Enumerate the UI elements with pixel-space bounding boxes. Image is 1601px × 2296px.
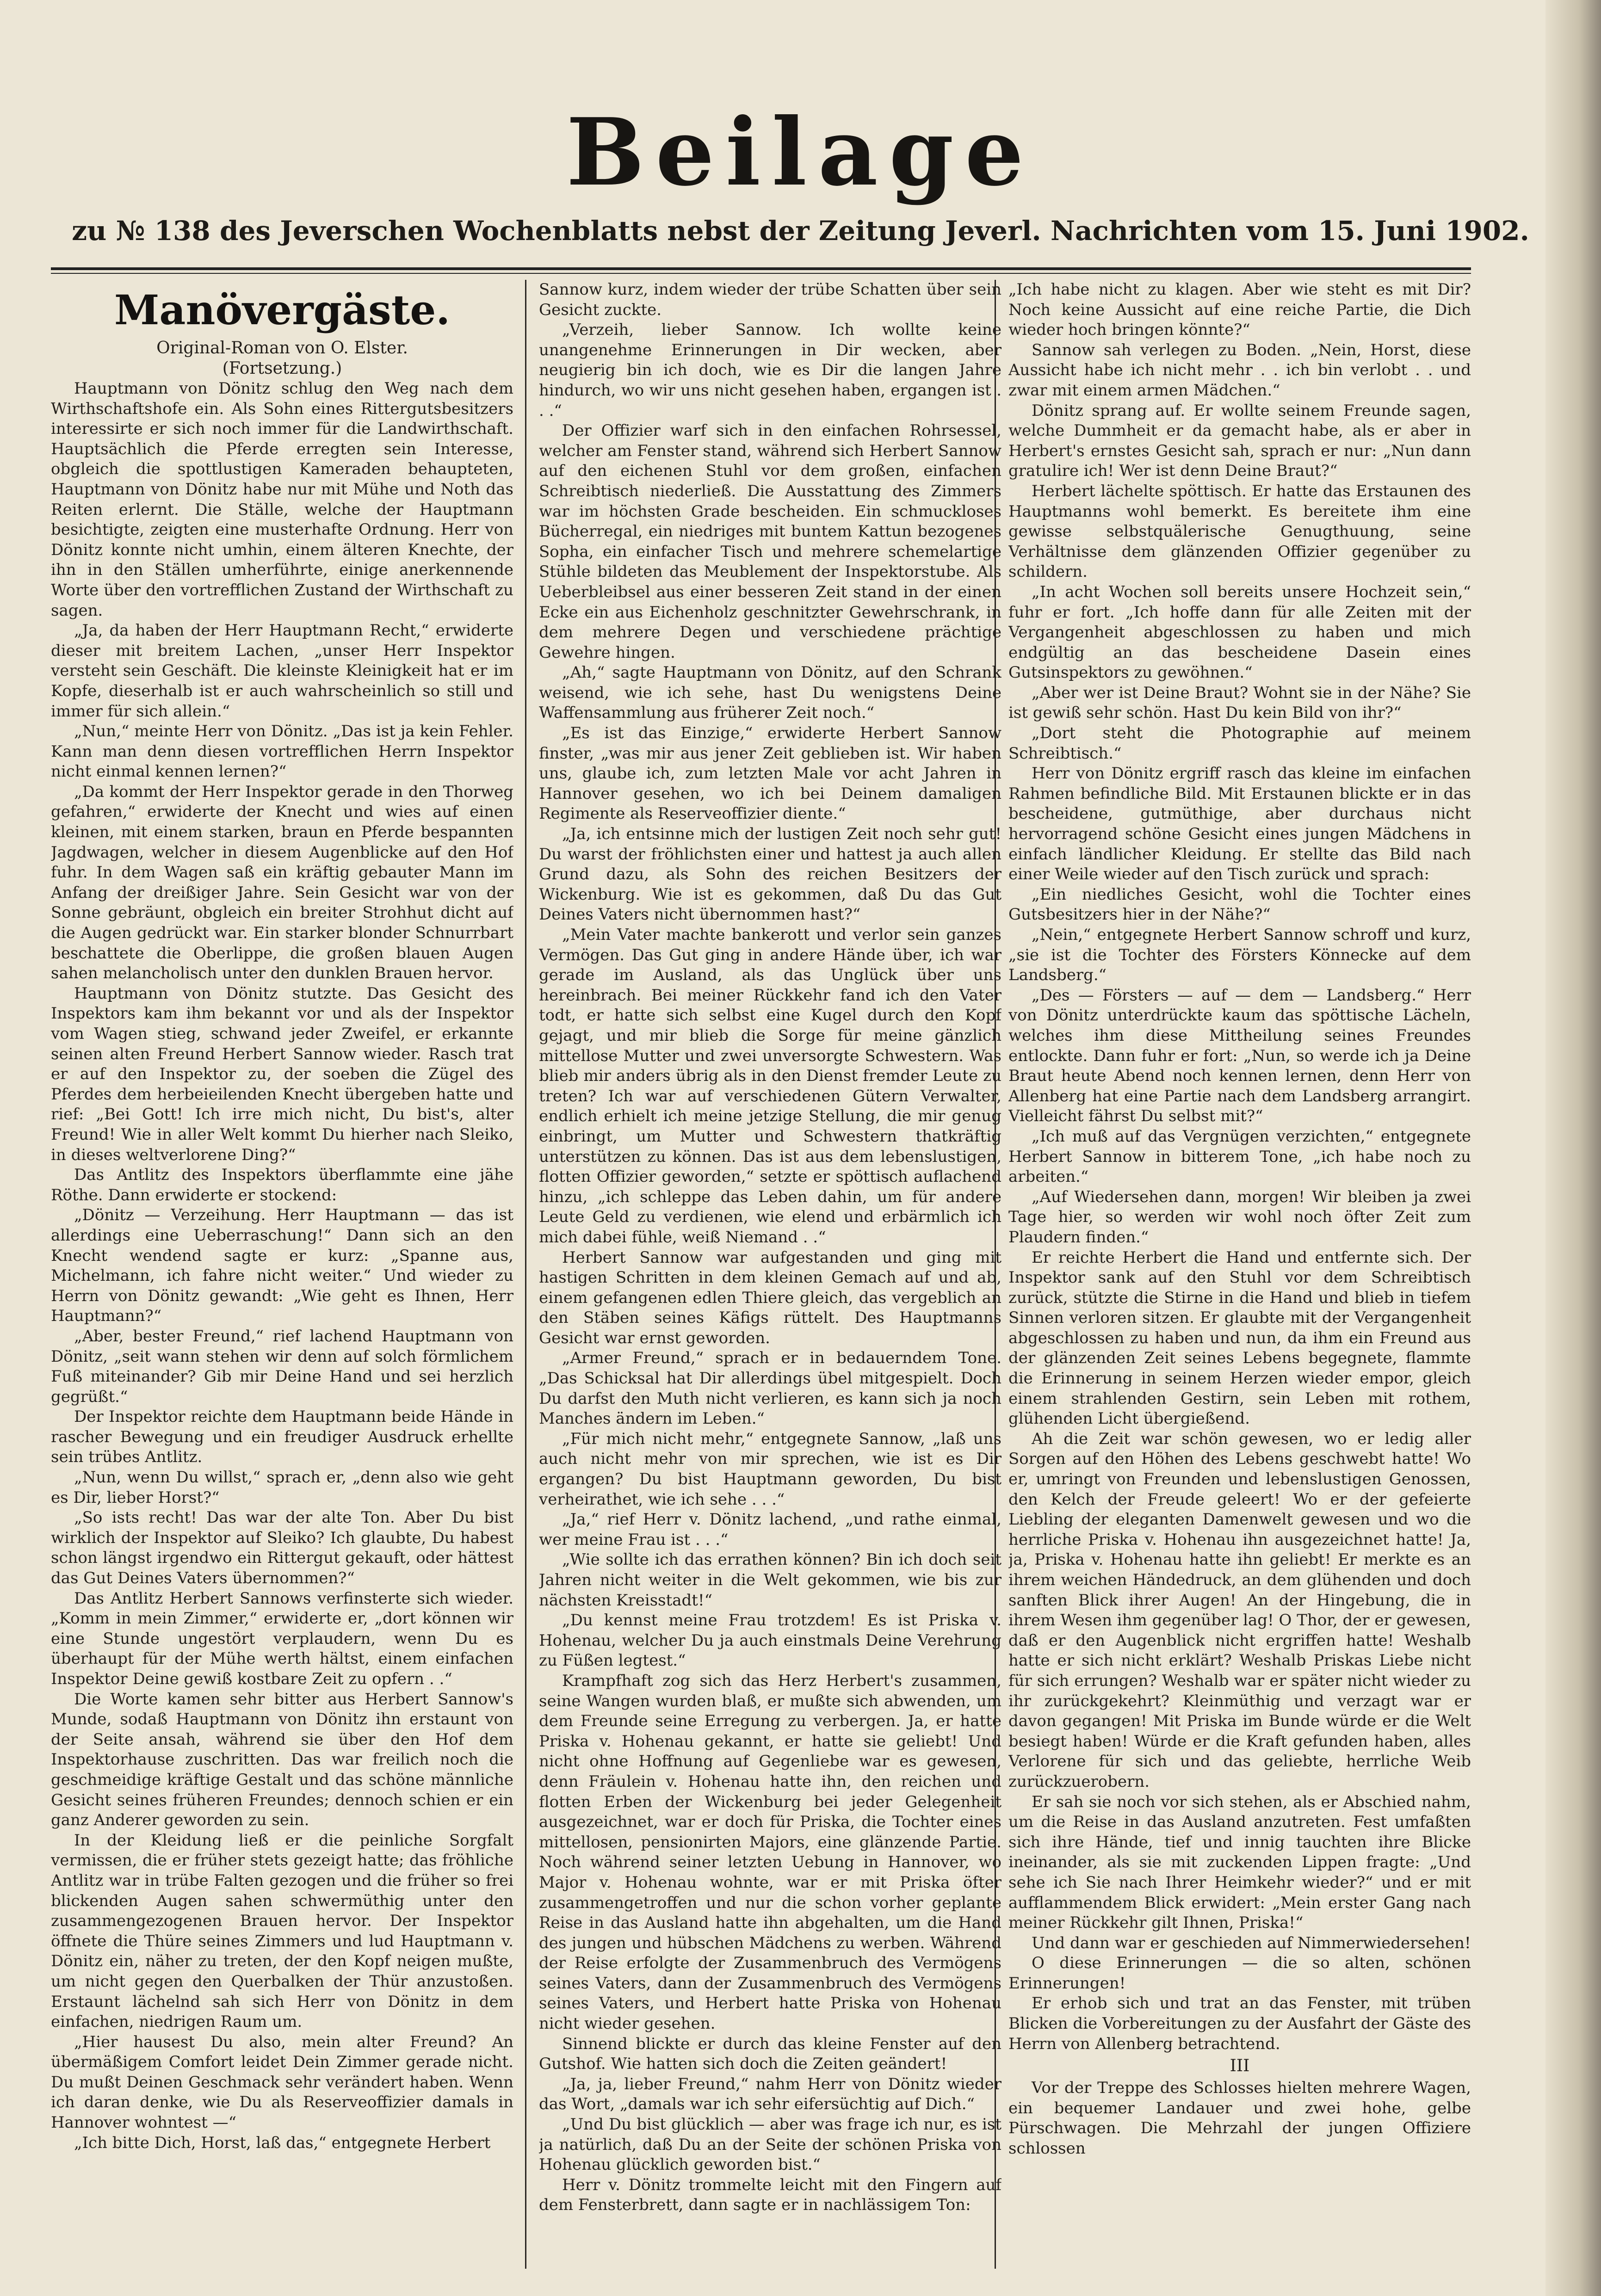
paragraph: „Verzeih, lieber Sannow. Ich wollte keine unangenehme Erinnerungen in Dir wecken, aber neugierig bin ich doch, wie es Dir die langen Jahre hindurch, wo wir uns nicht gesehen haben, ergangen ist . . .“ [539,321,1001,420]
paragraph: Herbert lächelte spöttisch. Er hatte das Erstaunen des Hauptmanns wohl bemerkt. Es bereitete ihm eine gewisse selbstquälerische Genugthuung, seine Verhältnisse dem glänzenden Offizier gegenüber zu schildern. [1008,481,1471,581]
paragraph: Sannow sah verlegen zu Boden. „Nein, Horst, diese Aussicht habe ich nicht mehr . . ich bin verlobt . . und zwar mit einem armen Mädchen.“ [1008,340,1471,400]
paragraph: „Ich habe nicht zu klagen. Aber wie steht es mit Dir? Noch keine Aussicht auf eine reiche Partie, die Dich wieder hoch bringen könnte?“ [1008,280,1471,339]
masthead-title: Beilage [566,98,1035,207]
paragraph: Krampfhaft zog sich das Herz Herbert's zusammen, seine Wangen wurden blaß, er mußte sich abwenden, um dem Freunde seine Erregung zu verbergen. Ja, er hatte Priska v. Hohenau gekannt, er hatte sie geliebt! Und nicht ohne Hoffnung auf Gegenliebe war es gewesen, denn Fräulein v. Hohenau hatte ihn, den reichen und flotten Erben der Wickenburg bei jeder Gelegenheit ausgezeichnet, war er doch für Priska, die Tochter eines mittellosen, pensionirten Majors, eine glänzende Partie. Noch während seiner letzten Uebung in Hannover, wo Major v. Hohenau wohnte, war er mit Priska öfter zusammengetroffen und nur die schon vorher geplante Reise in das Ausland hatte ihn abgehalten, um die Hand des jungen und hübschen Mädchens zu werben. Während der Reise erfolgte der Zusammenbruch des Vermögens seines Vaters, dann der Zusammenbruch des Vermögens seines Vaters, und Herbert hatte Priska von Hohenau nicht wieder gesehen. [539,1671,1001,2033]
paragraph: „Aber, bester Freund,“ rief lachend Hauptmann von Dönitz, „seit wann stehen wir denn auf solch förmlichem Fuß miteinander? Gib mir Deine Hand und sei herzlich gegrüßt.“ [51,1327,513,1406]
page-edge [1545,0,1601,2296]
paragraph: „Ein niedliches Gesicht, wohl die Tochter eines Gutsbesitzers hier in der Nähe?“ [1008,885,1471,924]
paragraph: „Nun,“ meinte Herr von Dönitz. „Das ist ja kein Fehler. Kann man denn diesen vortrefflichen Herrn Inspektor nicht einmal kennen lernen?“ [51,722,513,781]
paragraph: „Des — Försters — auf — dem — Landsberg.“ Herr von Dönitz unterdrückte kaum das spöttische Lächeln, welches ihm diese Mittheilung seines Freundes entlockte. Dann fuhr er fort: „Nun, so werde ich ja Deine Braut heute Abend noch kennen lernen, denn Herr von Allenberg hat eine Partie nach dem Landsberg arrangirt. Vielleicht fährst Du selbst mit?“ [1008,986,1471,1126]
paragraph: „Dort steht die Photographie auf meinem Schreibtisch.“ [1008,724,1471,763]
paragraph: Dönitz sprang auf. Er wollte seinem Freunde sagen, welche Dummheit er da gemacht habe, als er aber in Herbert's ernstes Gesicht sah, sprach er nur: „Nun dann gratulire ich! Wer ist denn Deine Braut?“ [1008,401,1471,481]
paragraph: „Hier hausest Du also, mein alter Freund? An übermäßigem Comfort leidet Dein Zimmer gerade nicht. Du mußt Deinen Geschmack sehr verändert haben. Wenn ich daran denke, wie Du als Reserveoffizier damals in Hannover wohntest —“ [51,2032,513,2132]
paragraph: „Und Du bist glücklich — aber was frage ich nur, es ist ja natürlich, daß Du an der Seite der schönen Priska von Hohenau glücklich geworden bist.“ [539,2115,1001,2174]
paragraph: Herr von Dönitz ergriff rasch das kleine im einfachen Rahmen befindliche Bild. Mit Erstaunen blickte er in das bescheidene, gutmüthige, aber durchaus nicht hervorragend schöne Gesicht eines jungen Mädchens in einfach ländlicher Kleidung. Er stellte das Bild nach einer Weile wieder auf den Tisch zurück und sprach: [1008,764,1471,884]
column-divider [525,280,526,2269]
paragraph: „Wie sollte ich das errathen können? Bin ich doch seit Jahren nicht weiter in die Welt gekommen, wie bis zur nächsten Kreisstadt!“ [539,1550,1001,1610]
paragraph: „Du kennst meine Frau trotzdem! Es ist Priska v. Hohenau, welcher Du ja auch einstmals Deine Verehrung zu Füßen legtest.“ [539,1611,1001,1670]
paragraph: „Aber wer ist Deine Braut? Wohnt sie in der Nähe? Sie ist gewiß sehr schön. Hast Du kein Bild von ihr?“ [1008,683,1471,722]
paragraph: „Armer Freund,“ sprach er in bedauerndem Tone. „Das Schicksal hat Dir allerdings übel mitgespielt. Doch Du darfst den Muth nicht verlieren, es kann sich ja noch Manches ändern im Leben.“ [539,1349,1001,1428]
paragraph: Er sah sie noch vor sich stehen, als er Abschied nahm, um die Reise in das Ausland anzutreten. Fest umfaßten sich ihre Hände, tief und innig tauchten ihre Blicke ineinander, als sie mit zuckenden Lippen fragte: „Und sehe ich Sie nach Ihrer Heimkehr wieder?“ und er mit aufflammendem Blick erwidert: „Mein erster Gang nach meiner Rückkehr gilt Ihnen, Priska!“ [1008,1792,1471,1932]
paragraph: „Nein,“ entgegnete Herbert Sannow schroff und kurz, „sie ist die Tochter des Försters Könnecke auf dem Landsberg.“ [1008,926,1471,985]
paragraph: Hauptmann von Dönitz schlug den Weg nach dem Wirthschaftshofe ein. Als Sohn eines Rittergutsbesitzers interessirte er sich noch immer für die Landwirthschaft. Hauptsächlich die Pferde erregten sein Interesse, obgleich die spottlustigen Kameraden behaupteten, Hauptmann von Dönitz habe nur mit Mühe und Noth das Reiten erlernt. Die Ställe, welche der Hauptmann besichtigte, zeigten eine musterhafte Ordnung. Herr von Dönitz konnte nicht umhin, einem älteren Knechte, der ihn in den Ställen umherführte, einige anerkennende Worte über den vortrefflichen Zustand der Wirthschaft zu sagen. [51,379,513,620]
paragraph: Sinnend blickte er durch das kleine Fenster auf den Gutshof. Wie hatten sich doch die Zeiten geändert! [539,2034,1001,2074]
paragraph: „So ists recht! Das war der alte Ton. Aber Du bist wirklich der Inspektor auf Sleiko? Ich glaubte, Du habest schon längst irgendwo ein Rittergut gekauft, oder hättest das Gut Deines Vaters übernommen?“ [51,1508,513,1588]
paragraph: Die Worte kamen sehr bitter aus Herbert Sannow's Munde, sodaß Hauptmann von Dönitz ihn erstaunt von der Seite ansah, während sie über den Hof dem Inspektorhause zuschritten. Das war freilich noch die geschmeidige kräftige Gestalt und das schöne männliche Gesicht seines früheren Freundes; dennoch schien er ein ganz Anderer geworden zu sein. [51,1690,513,1830]
masthead-subtitle: zu № 138 des Jeverschen Wochenblatts nebst der Zeitung Jeverl. Nachrichten vom 15. Juni 1902. [72,215,1529,247]
paragraph: Sannow kurz, indem wieder der trübe Schatten über sein Gesicht zuckte. [539,280,1001,319]
column-body [1008,280,1471,2159]
column-body [51,379,513,2153]
paragraph: „Es ist das Einzige,“ erwiderte Herbert Sannow finster, „was mir aus jener Zeit geblieben ist. Wir haben uns, glaube ich, zum letzten Male vor acht Jahren in Hannover gesehen, wo ich bei Deinem damaligen Regimente als Reserveoffizier diente.“ [539,724,1001,823]
paragraph: „Auf Wiedersehen dann, morgen! Wir bleiben ja zwei Tage hier, so werden wir wohl noch öfter Zeit zum Plaudern finden.“ [1008,1187,1471,1247]
masthead [0,98,1601,207]
paragraph: Er erhob sich und trat an das Fenster, mit trüben Blicken die Vorbereitungen zu der Ausfahrt der Gäste des Herrn von Allenberg betrachtend. [1008,1994,1471,2053]
column-body [539,280,1001,2216]
part-marker: III [1230,2056,1250,2076]
masthead-rule [51,267,1471,274]
paragraph: „Ah,“ sagte Hauptmann von Dönitz, auf den Schrank weisend, wie ich sehe, hast Du wenigstens Deine Waffensammlung aus früherer Zeit noch.“ [539,663,1001,722]
paragraph: Vor der Treppe des Schlosses hielten mehrere Wagen, ein bequemer Landauer und zwei hohe, gelbe Pürschwagen. Die Mehrzahl der jungen Offiziere schlossen [1008,2079,1471,2158]
paragraph: Ah die Zeit war schön gewesen, wo er ledig aller Sorgen auf den Höhen des Lebens geschwebt hatte! Wo er, umringt von Freunden und lebenslustigen Genossen, den Kelch der Freude geleert! Wo er der gefeierte Liebling der eleganten Damenwelt gewesen und wo die herrliche Priska v. Hohenau ihn ausgezeichnet hatte! Ja, ja, Priska v. Hohenau hatte ihn geliebt! Er merkte es an ihrem weichen Händedruck, an dem glühenden und doch sanften Blick ihrer Augen! An der Hingebung, die in ihrem Wesen ihm gegenüber lag! O Thor, der er gewesen, daß er den Augenblick nicht ergriffen hatte! Weshalb hatte er sich nicht erklärt? Weshalb Priskas Liebe nicht für sich errungen? Weshalb war er später nicht wieder zu ihr zurückgekehrt? Kleinmüthig und verzagt war er davon gegangen! Mit Priska im Bunde würde er die Welt besiegt haben! Würde er die Kraft gefunden haben, alles Verlorene für sich und das geliebte, herrliche Weib zurückzuerobern. [1008,1429,1471,1791]
paragraph: „Da kommt der Herr Inspektor gerade in den Thorweg gefahren,“ erwiderte der Knecht und wies auf einen kleinen, mit einem starken, braun en Pferde bespannten Jagdwagen, welcher in diesem Augenblicke auf den Hof fuhr. In dem Wagen saß ein kräftig gebauter Mann im Anfang der dreißiger Jahre. Sein Gesicht war von der Sonne gebräunt, obgleich ein breiter Strohhut dicht auf die Augen gedrückt war. Ein starker blonder Schnurrbart beschattete die Oberlippe, die großen blauen Augen sahen melancholisch unter den dunklen Brauen hervor. [51,782,513,983]
paragraph: O diese Erinnerungen — die so alten, schönen Erinnerungen! [1008,1954,1471,1993]
article-title: Manövergäste. [114,286,450,334]
paragraph: Hauptmann von Dönitz stutzte. Das Gesicht des Inspektors kam ihm bekannt vor und als der Inspektor vom Wagen stieg, schwand jeder Zweifel, er erkannte seinen alten Freund Herbert Sannow wieder. Rasch trat er auf den Inspektor zu, der soeben die Zügel des Pferdes dem herbeieilenden Knecht übergeben hatte und rief: „Bei Gott! Ich irre mich nicht, Du bist's, alter Freund! Wie in aller Welt kommt Du hierher nach Sleiko, in dieses weltverlorene Ding?“ [51,984,513,1164]
paragraph: Der Inspektor reichte dem Hauptmann beide Hände in rascher Bewegung und ein freudiger Ausdruck erhellte sein trübes Antlitz. [51,1407,513,1467]
paragraph: „In acht Wochen soll bereits unsere Hochzeit sein,“ fuhr er fort. „Ich hoffe dann für alle Zeiten mit der Vergangenheit abgeschlossen zu haben und mich endgültig an das bescheidene Dasein eines Gutsinspektors zu gewöhnen.“ [1008,582,1471,682]
paragraph: „Ich bitte Dich, Horst, laß das,“ entgegnete Herbert [74,2133,491,2152]
paragraph: „Ja, ich entsinne mich der lustigen Zeit noch sehr gut! Du warst der fröhlichsten einer und hattest ja auch allen Grund dazu, als Sohn des reichen Besitzers der Wickenburg. Wie ist es gekommen, daß Du das Gut Deines Vaters nicht übernommen hast?“ [539,825,1001,924]
paragraph: „Ich muß auf das Vergnügen verzichten,“ entgegnete Herbert Sannow in bitterem Tone, „ich habe noch zu arbeiten.“ [1008,1127,1471,1186]
paragraph: Herr v. Dönitz trommelte leicht mit den Fingern auf dem Fensterbrett, dann sagte er in nachlässigem Ton: [539,2175,1001,2215]
paragraph: Das Antlitz Herbert Sannows verfinsterte sich wieder. „Komm in mein Zimmer,“ erwiderte er, „dort können wir eine Stunde ungestört verplaudern, wenn Du es überhaupt für der Mühe werth hältst, einem einfachen Inspektor Deine gewiß kostbare Zeit zu opfern . .“ [51,1589,513,1688]
paragraph: Und dann war er geschieden auf Nimmerwiedersehen! [1032,1933,1471,1952]
paragraph: „Für mich nicht mehr,“ entgegnete Sannow, „laß uns auch nicht mehr von mir sprechen, wie ist es Dir ergangen? Du bist Hauptmann geworden, Du bist verheirathet, wie ich sehe . . .“ [539,1429,1001,1509]
paragraph: „Nun, wenn Du willst,“ sprach er, „denn also wie geht es Dir, lieber Horst?“ [51,1468,513,1507]
text-column-1 [51,280,513,2259]
article-continuation-note: (Fortsetzung.) [222,359,342,378]
paragraph: Herbert Sannow war aufgestanden und ging mit hastigen Schritten in dem kleinen Gemach auf und ab, einem gefangenen edlen Thiere gleich, das vergeblich an den Stäben seines Käfigs rüttelt. Des Hauptmanns Gesicht war ernst geworden. [539,1248,1001,1347]
article-byline: Original-Roman von O. Elster. [156,339,408,358]
paragraph: Er reichte Herbert die Hand und entfernte sich. Der Inspektor sank auf den Stuhl vor dem Schreibtisch zurück, stützte die Stirne in die Hand und blieb in tiefem Sinnen verloren sitzen. Er glaubte mit der Vergangenheit abgeschlossen zu haben und nun, da ihm ein Freund aus der glänzenden Zeit seines Lebens begegnete, flammte die Erinnerung in seinem Herzen wieder empor, gleich einem strahlenden Gestirn, sein Leben mit rothem, glühenden Licht übergießend. [1008,1248,1471,1428]
text-column-2 [539,280,1001,2259]
paragraph: „Ja, da haben der Herr Hauptmann Recht,“ erwiderte dieser mit breitem Lachen, „unser Herr Inspektor versteht sein Geschäft. Die kleinste Kleinigkeit hat er im Kopfe, dieserhalb ist er auch wahrscheinlich so still und immer für sich allein.“ [51,621,513,721]
paragraph: Der Offizier warf sich in den einfachen Rohrsessel, welcher am Fenster stand, während sich Herbert Sannow auf den eichenen Stuhl vor dem großen, einfachen Schreibtisch niederließ. Die Ausstattung des Zimmers war im höchsten Grade bescheiden. Ein schmuckloses Bücherregal, ein niedriges mit buntem Kattun bezogenes Sopha, ein einfacher Tisch und mehrere schemelartige Stühle bildeten das Meublement der Inspektorstube. Als Ueberbleibsel aus einer besseren Zeit stand in der einen Ecke ein aus Eichenholz geschnitzter Gewehrschrank, in dem mehrere Degen und verschiedene prächtige Gewehre hingen. [539,421,1001,662]
paragraph: „Dönitz — Verzeihung. Herr Hauptmann — das ist allerdings eine Ueberraschung!“ Dann sich an den Knecht wendend sagte er kurz: „Spanne aus, Michelmann, ich fahre nicht weiter.“ Und wieder zu Herrn von Dönitz gewandt: „Wie geht es Ihnen, Herr Hauptmann?“ [51,1206,513,1326]
paragraph: Das Antlitz des Inspektors überflammte eine jähe Röthe. Dann erwiderte er stockend: [51,1166,513,1204]
text-column-3 [1008,280,1471,2259]
paragraph: „Ja,“ rief Herr v. Dönitz lachend, „und rathe einmal, wer meine Frau ist . . .“ [539,1510,1001,1549]
paragraph: „Ja, ja, lieber Freund,“ nahm Herr von Dönitz wieder das Wort, „damals war ich sehr eifersüchtig auf Dich.“ [539,2074,1001,2114]
paragraph: „Mein Vater machte bankerott und verlor sein ganzes Vermögen. Das Gut ging in andere Hände über, ich war gerade im Ausland, als das Unglück über uns hereinbrach. Bei meiner Rückkehr fand ich den Vater todt, er hatte sich selbst eine Kugel durch den Kopf gejagt, und mir blieb die Sorge für meine gänzlich mittellose Mutter und zwei unversorgte Schwestern. Was blieb mir anders übrig als in den Dienst fremder Leute zu treten? Ich war auf verschiedenen Gütern Verwalter, endlich erhielt ich meine jetzige Stellung, die mir genug einbringt, um Mutter und Schwestern thatkräftig unterstützen zu können. Das ist aus dem lebenslustigen, flotten Offizier geworden,“ setzte er spöttisch auflachend hinzu, „ich schleppe das Leben dahin, um für andere Leute Geld zu verdienen, wie elend und erbärmlich ich mich dabei fühle, weiß Niemand . .“ [539,926,1001,1247]
paragraph: In der Kleidung ließ er die peinliche Sorgfalt vermissen, die er früher stets gezeigt hatte; das fröhliche Antlitz war in trübe Falten gezogen und die früher so frei blickenden Augen sahen schwermüthig unter den zusammengezogenen Brauen hervor. Der Inspektor öffnete die Thüre seines Zimmers und lud Hauptmann v. Dönitz ein, näher zu treten, der den Kopf neigen mußte, um nicht gegen den Querbalken der Thür anzustoßen. Erstaunt lächelnd sah sich Herr von Dönitz in dem einfachen, niedrigen Raum um. [51,1831,513,2031]
